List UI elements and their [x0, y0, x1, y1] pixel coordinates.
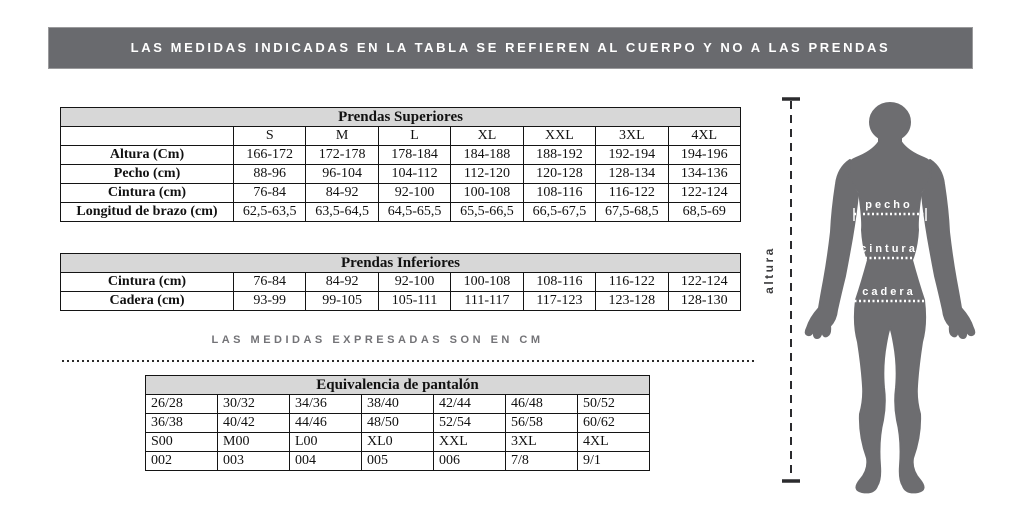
value-cell: 104-112	[378, 165, 450, 184]
value-cell: 92-100	[378, 273, 450, 292]
value-cell: 120-128	[523, 165, 595, 184]
value-cell: 84-92	[306, 184, 378, 203]
size-cell: 60/62	[578, 414, 650, 433]
size-cell: 005	[362, 452, 434, 471]
value-cell: 100-108	[451, 273, 523, 292]
value-cell: 65,5-66,5	[451, 203, 523, 222]
value-cell: 66,5-67,5	[523, 203, 595, 222]
value-cell: 67,5-68,5	[596, 203, 668, 222]
size-cell: XL0	[362, 433, 434, 452]
size-guide-figure	[750, 80, 1024, 512]
size-cell: 7/8	[506, 452, 578, 471]
row-label: Cintura (cm)	[61, 184, 234, 203]
banner-notice: LAS MEDIDAS INDICADAS EN LA TABLA SE REFIEREN AL CUERPO Y NO A LAS PRENDAS	[48, 27, 973, 69]
value-cell: 62,5-63,5	[234, 203, 306, 222]
size-cell: S00	[146, 433, 218, 452]
size-cell: 26/28	[146, 395, 218, 414]
table-row	[61, 292, 741, 311]
corner-cell	[61, 127, 234, 146]
size-header: S	[234, 127, 306, 146]
table-row	[61, 273, 741, 292]
value-cell: 116-122	[596, 184, 668, 203]
value-cell: 76-84	[234, 273, 306, 292]
size-cell: 3XL	[506, 433, 578, 452]
value-cell: 122-124	[668, 273, 740, 292]
value-cell: 134-136	[668, 165, 740, 184]
value-cell: 84-92	[306, 273, 378, 292]
table-row	[61, 184, 741, 203]
size-header: M	[306, 127, 378, 146]
upper-garments-table	[60, 107, 741, 222]
table-title-superiores: Prendas Superiores	[61, 108, 741, 127]
value-cell: 108-116	[523, 273, 595, 292]
size-cell: 006	[434, 452, 506, 471]
value-cell: 88-96	[234, 165, 306, 184]
size-cell: 52/54	[434, 414, 506, 433]
value-cell: 111-117	[451, 292, 523, 311]
value-cell: 166-172	[234, 146, 306, 165]
trouser-equivalence-table	[145, 375, 650, 471]
size-cell: XXL	[434, 433, 506, 452]
value-cell: 105-111	[378, 292, 450, 311]
size-cell: 42/44	[434, 395, 506, 414]
dotted-divider	[62, 360, 755, 362]
value-cell: 108-116	[523, 184, 595, 203]
value-cell: 64,5-65,5	[378, 203, 450, 222]
size-cell: 30/32	[218, 395, 290, 414]
size-header: L	[378, 127, 450, 146]
size-header: 4XL	[668, 127, 740, 146]
value-cell: 92-100	[378, 184, 450, 203]
row-label: Cadera (cm)	[61, 292, 234, 311]
size-cell: L00	[290, 433, 362, 452]
units-note: LAS MEDIDAS EXPRESADAS SON EN CM	[211, 334, 544, 346]
size-header: XL	[451, 127, 523, 146]
size-cell: 003	[218, 452, 290, 471]
size-cell: 48/50	[362, 414, 434, 433]
value-cell: 188-192	[523, 146, 595, 165]
value-cell: 128-130	[668, 292, 740, 311]
size-cell: 4XL	[578, 433, 650, 452]
value-cell: 172-178	[306, 146, 378, 165]
table-row	[146, 452, 650, 471]
row-label: Longitud de brazo (cm)	[61, 203, 234, 222]
size-cell: 44/46	[290, 414, 362, 433]
value-cell: 76-84	[234, 184, 306, 203]
value-cell: 178-184	[378, 146, 450, 165]
value-cell: 99-105	[306, 292, 378, 311]
table-title-inferiores: Prendas Inferiores	[61, 254, 741, 273]
value-cell: 192-194	[596, 146, 668, 165]
value-cell: 63,5-64,5	[306, 203, 378, 222]
value-cell: 184-188	[451, 146, 523, 165]
size-cell: 34/36	[290, 395, 362, 414]
cintura-label: cintura	[860, 243, 918, 255]
size-cell: 9/1	[578, 452, 650, 471]
value-cell: 100-108	[451, 184, 523, 203]
table-row	[61, 146, 741, 165]
size-cell: 36/38	[146, 414, 218, 433]
size-header: 3XL	[596, 127, 668, 146]
pecho-label: pecho	[865, 199, 913, 211]
size-cell: 002	[146, 452, 218, 471]
value-cell: 112-120	[451, 165, 523, 184]
size-cell: 38/40	[362, 395, 434, 414]
size-cell: M00	[218, 433, 290, 452]
value-cell: 96-104	[306, 165, 378, 184]
value-cell: 128-134	[596, 165, 668, 184]
row-label: Altura (Cm)	[61, 146, 234, 165]
value-cell: 122-124	[668, 184, 740, 203]
table-row	[61, 165, 741, 184]
size-cell: 004	[290, 452, 362, 471]
height-label: altura	[762, 246, 776, 294]
value-cell: 68,5-69	[668, 203, 740, 222]
value-cell: 116-122	[596, 273, 668, 292]
cadera-label: cadera	[862, 286, 916, 298]
table-row	[61, 203, 741, 222]
lower-garments-table	[60, 253, 741, 311]
size-cell: 46/48	[506, 395, 578, 414]
table-title-pantalon: Equivalencia de pantalón	[146, 376, 650, 395]
size-header: XXL	[523, 127, 595, 146]
row-label: Cintura (cm)	[61, 273, 234, 292]
table-row	[146, 433, 650, 452]
row-label: Pecho (cm)	[61, 165, 234, 184]
value-cell: 194-196	[668, 146, 740, 165]
value-cell: 123-128	[596, 292, 668, 311]
table-row	[61, 127, 741, 146]
size-cell: 56/58	[506, 414, 578, 433]
table-row	[146, 395, 650, 414]
size-cell: 40/42	[218, 414, 290, 433]
table-row	[146, 414, 650, 433]
value-cell: 117-123	[523, 292, 595, 311]
vertical-dashed-measure-line	[782, 99, 800, 481]
value-cell: 93-99	[234, 292, 306, 311]
size-cell: 50/52	[578, 395, 650, 414]
